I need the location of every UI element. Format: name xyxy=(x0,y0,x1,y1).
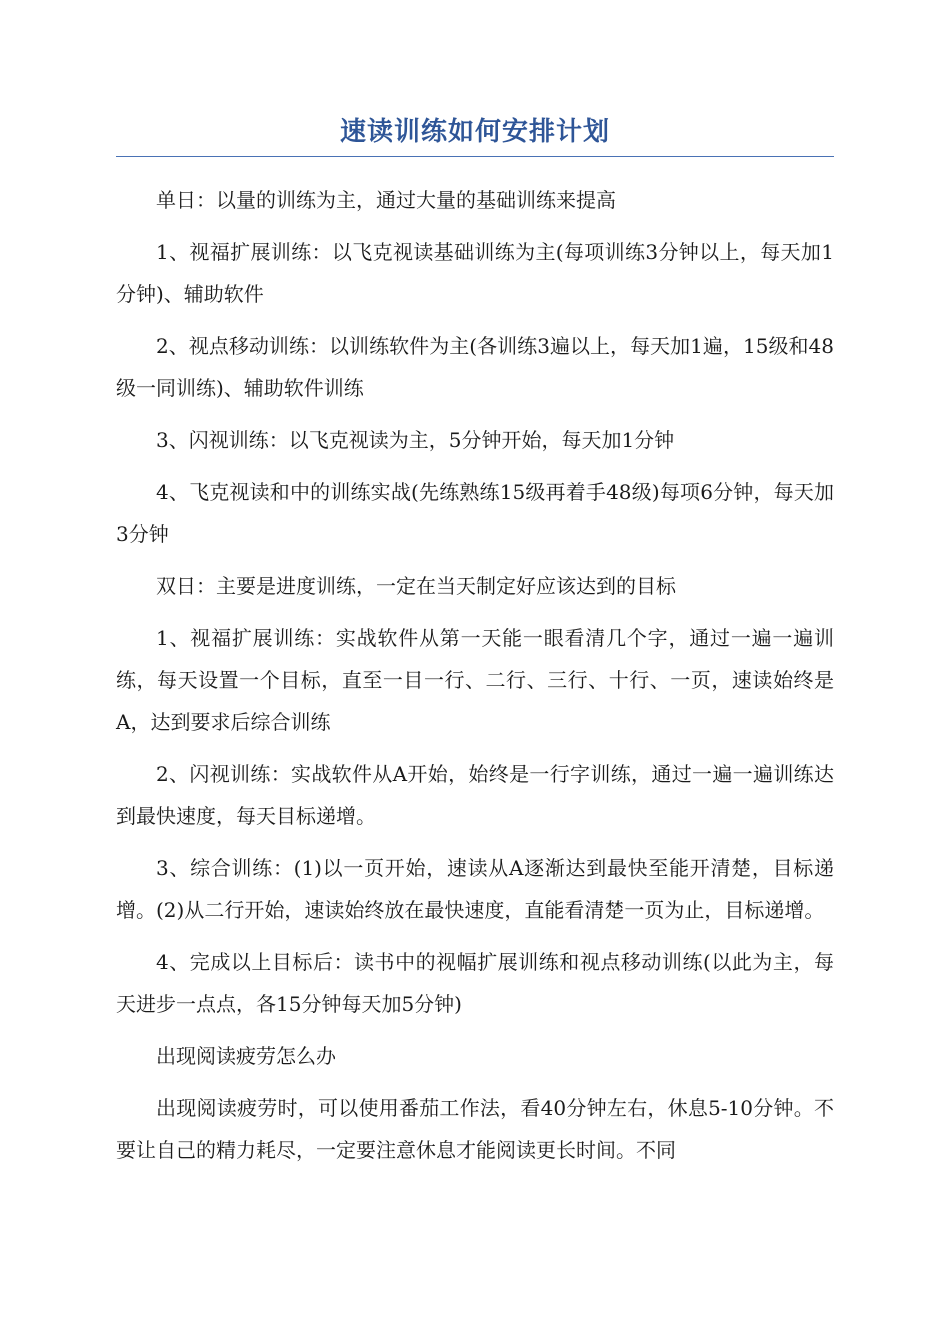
paragraph-double-day-item-2: 2、闪视训练：实战软件从A开始，始终是一行字训练，通过一遍一遍训练达到最快速度，每天目标递增。 xyxy=(116,762,834,828)
paragraph-single-day: 单日：以量的训练为主，通过大量的基础训练来提高 xyxy=(156,188,616,212)
paragraph-double-day: 双日：主要是进度训练，一定在当天制定好应该达到的目标 xyxy=(156,574,676,598)
document-page xyxy=(116,110,834,1181)
paragraph-single-day-item-3: 3、闪视训练：以飞克视读为主，5分钟开始，每天加1分钟 xyxy=(156,428,675,452)
document-title: 速读训练如何安排计划 xyxy=(116,110,834,157)
paragraph-fatigue-text: 出现阅读疲劳时，可以使用番茄工作法，看40分钟左右，休息5-10分钟。不要让自己的精力耗尽，一定要注意休息才能阅读更长时间。不同 xyxy=(116,1096,834,1162)
paragraph-double-day-item-3: 3、综合训练：(1)以一页开始，速读从A逐渐达到最快至能开清楚，目标递增。(2)从二行开始，速读始终放在最快速度，直能看清楚一页为止，目标递增。 xyxy=(116,856,834,922)
paragraph-single-day-item-4: 4、飞克视读和中的训练实战(先练熟练15级再着手48级)每项6分钟，每天加3分钟 xyxy=(116,480,834,546)
paragraph-double-day-item-4: 4、完成以上目标后：读书中的视幅扩展训练和视点移动训练(以此为主，每天进步一点点，各15分钟每天加5分钟) xyxy=(116,950,834,1016)
paragraph-single-day-item-1: 1、视福扩展训练：以飞克视读基础训练为主(每项训练3分钟以上，每天加1分钟)、辅助软件 xyxy=(116,240,834,306)
paragraph-double-day-item-1: 1、视福扩展训练：实战软件从第一天能一眼看清几个字，通过一遍一遍训练，每天设置一个目标，直至一目一行、二行、三行、十行、一页，速读始终是A，达到要求后综合训练 xyxy=(116,626,834,734)
document-body xyxy=(116,179,834,1171)
paragraph-fatigue-heading: 出现阅读疲劳怎么办 xyxy=(156,1044,336,1068)
paragraph-single-day-item-2: 2、视点移动训练：以训练软件为主(各训练3遍以上，每天加1遍，15级和48级一同训练)、辅助软件训练 xyxy=(116,334,834,400)
